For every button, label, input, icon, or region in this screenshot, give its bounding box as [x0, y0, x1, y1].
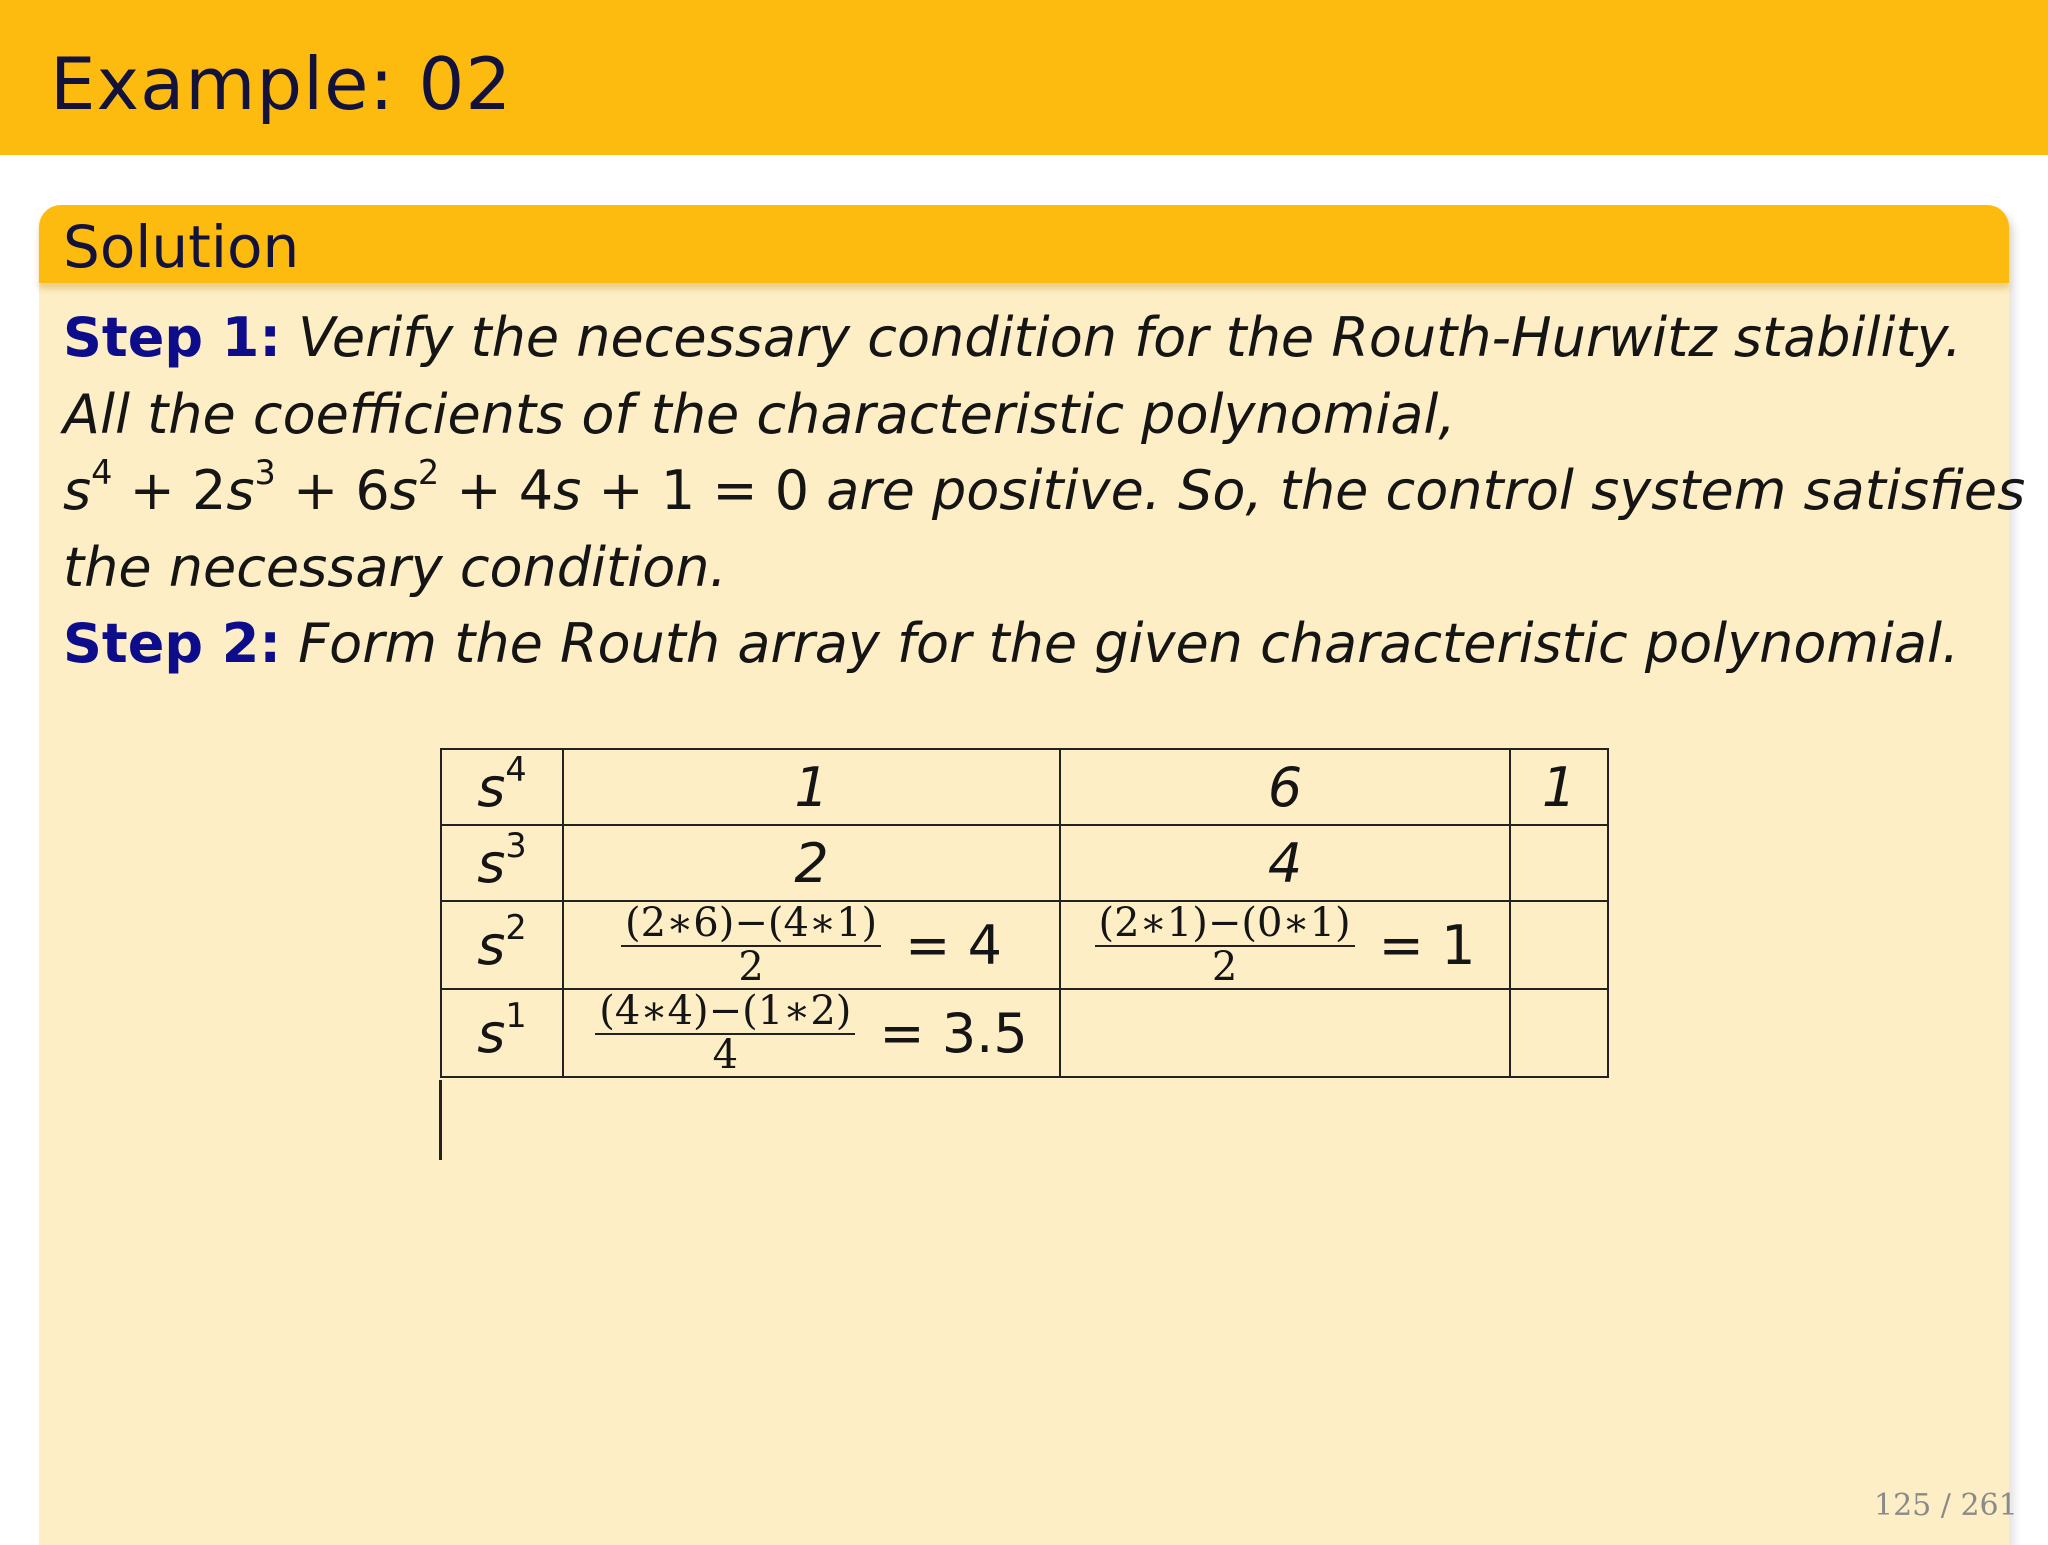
step1-text: Verify the necessary condition for the Routh-Hurwitz stability.	[280, 306, 1962, 369]
solution-text	[63, 300, 2026, 683]
step2-text: Form the Routh array for the given characteristic polynomial.	[280, 612, 1960, 675]
necessary-condition-line: the necessary condition.	[63, 535, 727, 599]
fraction: $\frac{(4∗4)-(1∗2)}{4}$	[595, 991, 855, 1075]
routh-cell: 6	[1060, 749, 1510, 825]
routh-cell	[1060, 989, 1510, 1077]
routh-cell: $\frac{(2∗1)-(0∗1)}{2}$ = 1	[1060, 901, 1510, 989]
step1-line	[63, 300, 1983, 377]
routh-cell: $\frac{(4∗4)-(1∗2)}{4}$ = 3.5	[563, 989, 1060, 1077]
table-left-rule	[439, 1080, 442, 1160]
routh-cell	[1510, 901, 1608, 989]
routh-cell	[1510, 825, 1608, 901]
row-label: $s^2$	[441, 901, 563, 989]
page-number: 125 / 261	[1874, 1488, 2018, 1523]
fraction: $\frac{(2∗6)-(4∗1)}{2}$	[621, 903, 881, 987]
routh-row-s4	[441, 749, 1608, 825]
row-label: $s^4$	[441, 749, 563, 825]
routh-row-s3	[441, 825, 1608, 901]
routh-cell: 2	[563, 825, 1060, 901]
block-header	[39, 205, 2009, 283]
step1-label: Step 1:	[63, 306, 281, 369]
title-bar	[0, 0, 2048, 155]
row-label: $s^3$	[441, 825, 563, 901]
positive-statement: are positive. So, the control system satisfies	[809, 459, 2026, 522]
routh-row-s2	[441, 901, 1608, 989]
step2-label: Step 2:	[63, 612, 281, 675]
polynomial-line	[63, 452, 2026, 530]
routh-cell: $\frac{(2∗6)-(4∗1)}{2}$ = 4	[563, 901, 1060, 989]
row-label: $s^1$	[441, 989, 563, 1077]
coefficients-line: All the coefficients of the characteristic polynomial,	[63, 382, 1456, 446]
routh-cell: 1	[1510, 749, 1608, 825]
fraction: $\frac{(2∗1)-(0∗1)}{2}$	[1095, 903, 1355, 987]
routh-cell: 4	[1060, 825, 1510, 901]
routh-cell: 1	[563, 749, 1060, 825]
characteristic-polynomial: $s^4 + 2s^3 + 6s^2 + 4s + 1 = 0$	[63, 452, 810, 522]
slide-title: Example: 02	[50, 42, 513, 126]
block-title: Solution	[63, 213, 300, 281]
routh-cell	[1510, 989, 1608, 1077]
routh-row-s1	[441, 989, 1608, 1077]
step2-line	[63, 606, 1983, 683]
routh-array-table	[440, 748, 1609, 1078]
